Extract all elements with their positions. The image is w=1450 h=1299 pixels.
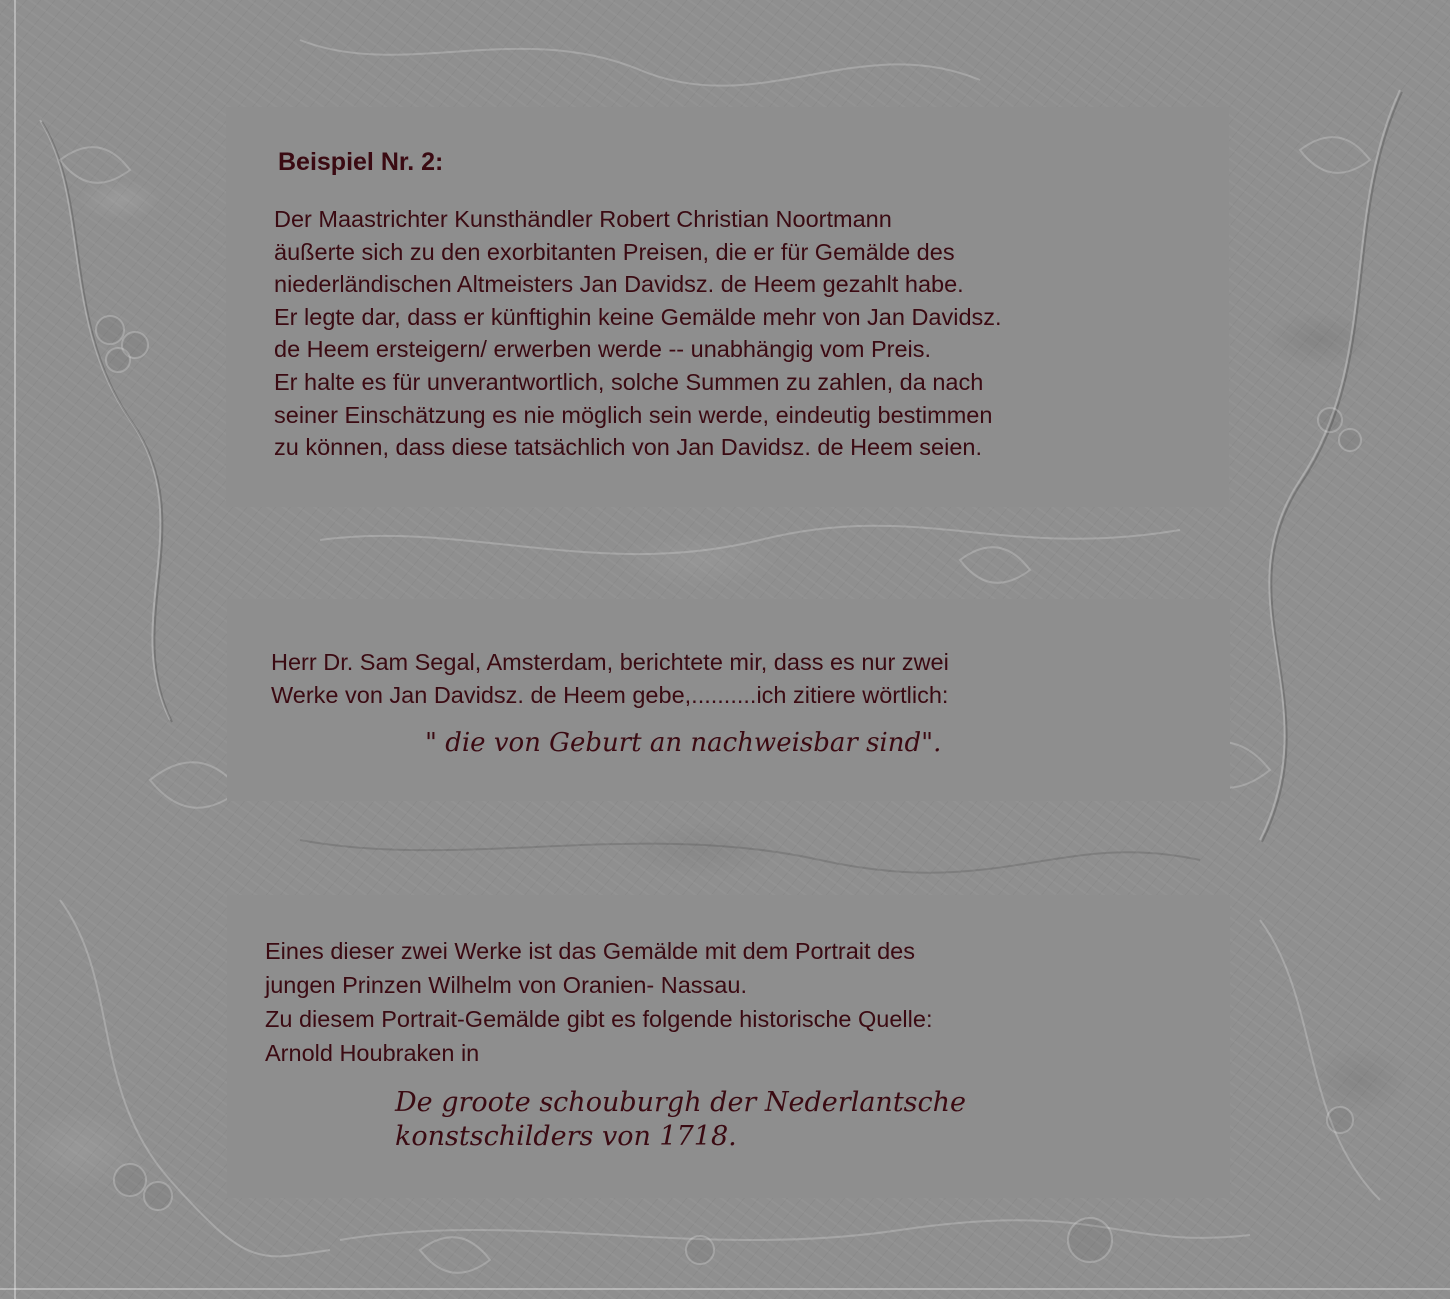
text-line: Herr Dr. Sam Segal, Amsterdam, berichtete mir, dass es nur zwei bbox=[271, 649, 949, 675]
book-title-line: De groote schouburgh der Nederlantsche bbox=[395, 1087, 967, 1118]
source-paragraph bbox=[265, 934, 932, 1070]
houbraken-source-panel bbox=[227, 895, 1230, 1198]
vine-decoration bbox=[340, 1220, 1250, 1240]
text-line: Der Maastrichter Kunsthändler Robert Christian Noortmann bbox=[274, 206, 892, 232]
book-title-line: konstschilders von 1718. bbox=[395, 1121, 737, 1152]
text-line: Eines dieser zwei Werke ist das Gemälde mit dem Portrait des bbox=[265, 938, 915, 964]
leaf-ornament bbox=[1300, 137, 1370, 173]
grape-ornament bbox=[686, 1236, 714, 1264]
text-line: Arnold Houbraken in bbox=[265, 1040, 480, 1066]
frame-edge-bottom bbox=[0, 1288, 1450, 1290]
example-text-panel bbox=[226, 107, 1229, 507]
leaf-ornament bbox=[60, 147, 130, 183]
text-line: Zu diesem Portrait-Gemälde gibt es folgende historische Quelle: bbox=[265, 1006, 933, 1032]
grape-ornament bbox=[1068, 1218, 1112, 1262]
text-line: Er legte dar, dass er künftighin keine Gemälde mehr von Jan Davidsz. bbox=[274, 303, 1002, 330]
text-line: zu können, dass diese tatsächlich von Jan Davidsz. de Heem seien. bbox=[274, 434, 983, 461]
vine-decoration bbox=[1260, 920, 1380, 1200]
vine-decoration bbox=[300, 40, 980, 86]
frame-edge-left bbox=[14, 0, 16, 1299]
text-line: jungen Prinzen Wilhelm von Oranien- Nassau. bbox=[265, 972, 747, 998]
vine-decoration bbox=[1262, 92, 1402, 842]
leaf-ornament bbox=[960, 547, 1030, 583]
book-title bbox=[395, 1086, 966, 1154]
text-line: niederländischen Altmeisters Jan Davidsz. de Heem gezahlt habe. bbox=[274, 271, 964, 298]
leaf-ornament bbox=[420, 1237, 490, 1273]
text-line: Werke von Jan Davidsz. de Heem gebe,..........ich zitiere wörtlich: bbox=[271, 681, 949, 708]
text-line: Er halte es für unverantwortlich, solche Summen zu zahlen, da nach bbox=[274, 368, 984, 395]
grape-ornament bbox=[144, 1182, 172, 1210]
grape-ornament bbox=[106, 348, 130, 372]
grape-ornament bbox=[1327, 1107, 1353, 1133]
example-paragraph bbox=[274, 203, 1002, 464]
vine-decoration bbox=[320, 526, 1180, 554]
grape-ornament bbox=[122, 332, 148, 358]
grape-ornament bbox=[96, 316, 124, 344]
text-line: äußerte sich zu den exorbitanten Preisen, die er für Gemälde des bbox=[274, 238, 955, 265]
grape-ornament bbox=[1318, 408, 1342, 432]
grape-ornament bbox=[114, 1164, 146, 1196]
vine-decoration bbox=[300, 840, 1200, 873]
text-line: seiner Einschätzung es nie möglich sein werde, eindeutig bestimmen bbox=[274, 401, 993, 428]
example-heading: Beispiel Nr. 2: bbox=[278, 148, 444, 176]
segal-paragraph bbox=[271, 646, 949, 711]
text-line: de Heem ersteigern/ erwerben werde -- unabhängig vom Preis. bbox=[274, 336, 932, 363]
segal-quote: " die von Geburt an nachweisbar sind". bbox=[425, 728, 942, 758]
vine-decoration bbox=[1260, 90, 1400, 840]
vine-decoration bbox=[42, 122, 172, 722]
segal-quote-panel bbox=[227, 599, 1230, 801]
vine-decoration bbox=[40, 120, 170, 720]
grape-ornament bbox=[1339, 429, 1361, 451]
